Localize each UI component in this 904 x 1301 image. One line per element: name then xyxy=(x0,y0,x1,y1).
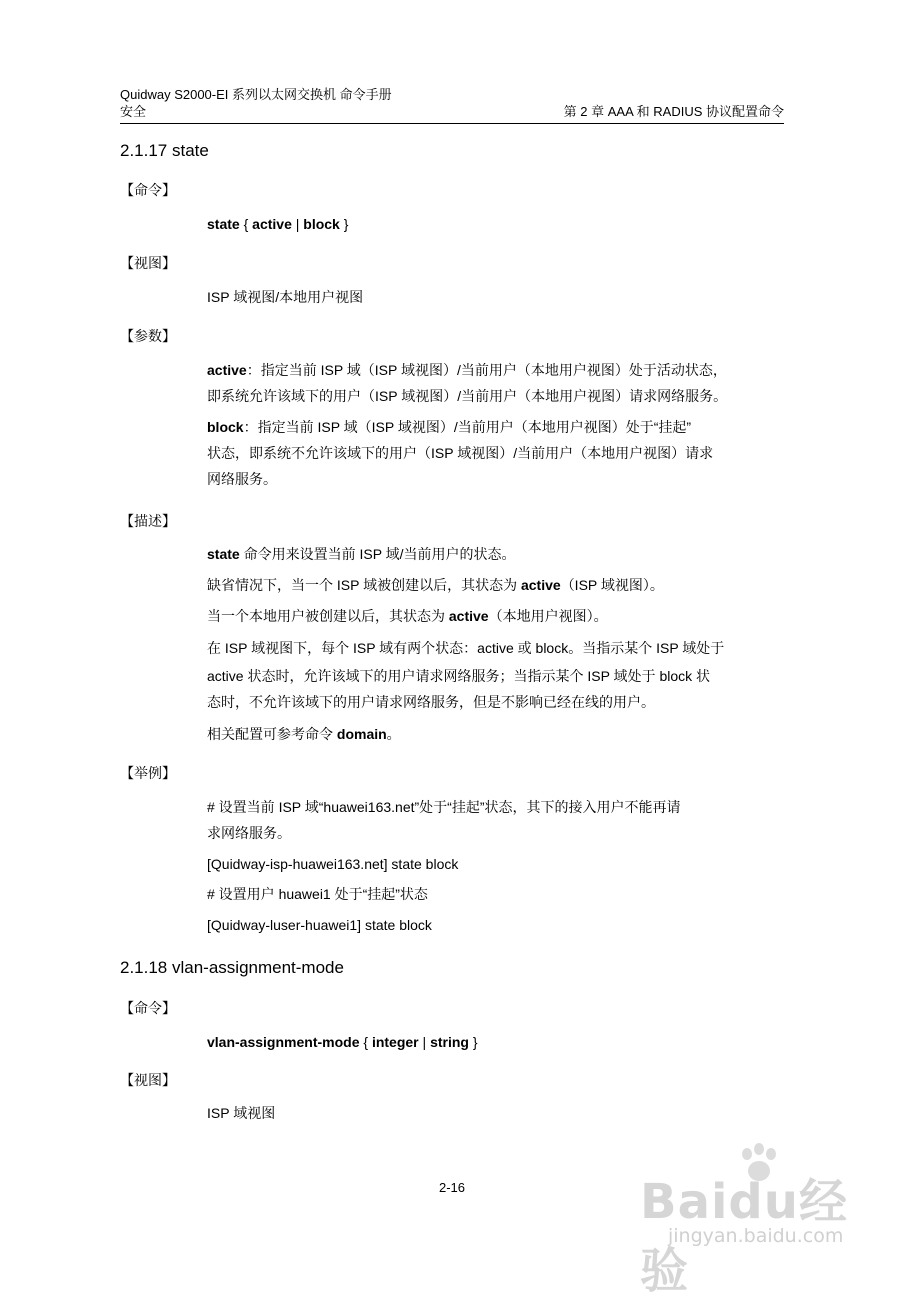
header-manual-title: Quidway S2000-EI 系列以太网交换机 命令手册 xyxy=(120,87,392,102)
label-parameters: 【参数】 xyxy=(120,328,176,344)
desc-para4-line1: 在 ISP 域视图下，每个 ISP 域有两个状态：active 或 block。当指示某个 ISP 域处于 xyxy=(207,640,725,656)
example-command2: [Quidway-luser-huawei1] state block xyxy=(207,917,432,933)
header-section: 安全 xyxy=(120,104,147,119)
cmd-keyword: active xyxy=(252,216,292,232)
desc-keyword: state xyxy=(207,546,240,562)
command-syntax xyxy=(207,1032,787,1052)
desc-text: 当一个本地用户被创建以后，其状态为 xyxy=(207,608,449,624)
desc-line5 xyxy=(207,724,787,744)
desc-keyword: active xyxy=(520,577,561,593)
param-keyword: active xyxy=(207,362,247,378)
param-block-line3: 网络服务。 xyxy=(207,471,277,487)
example-comment2: # 设置用户 huawei1 处于“挂起”状态 xyxy=(207,886,428,902)
cmd-punct: { xyxy=(239,216,253,232)
desc-text: （ISP 域视图）。 xyxy=(560,577,664,593)
header-row xyxy=(120,103,784,120)
param-active-line1 xyxy=(207,360,787,380)
cmd-keyword: string xyxy=(430,1034,469,1050)
label-command: 【命令】 xyxy=(120,1000,176,1016)
desc-para4-line3: 态时，不允许该域下的用户请求网络服务，但是不影响已经在线的用户。 xyxy=(207,694,655,710)
desc-line1 xyxy=(207,544,787,564)
view-text: ISP 域视图 xyxy=(207,1105,276,1121)
header-chapter: 第 2 章 AAA 和 RADIUS 协议配置命令 xyxy=(563,104,784,119)
param-keyword: block xyxy=(207,419,244,435)
desc-text: （本地用户视图）。 xyxy=(488,608,608,624)
desc-text: 相关配置可参考命令 xyxy=(207,726,337,742)
cmd-punct: } xyxy=(339,216,349,232)
param-text: ：指定当前 ISP 域（ISP 域视图）/当前用户（本地用户视图）处于“挂起” xyxy=(243,419,692,435)
baidu-watermark xyxy=(640,1143,890,1299)
desc-para4-line2: active 状态时，允许该域下的用户请求网络服务；当指示某个 ISP 域处于 block 状 xyxy=(207,668,711,684)
desc-keyword: domain xyxy=(336,726,387,742)
cmd-keyword: block xyxy=(303,216,340,232)
cmd-punct: | xyxy=(418,1034,431,1050)
param-block-line1 xyxy=(207,417,787,437)
label-view: 【视图】 xyxy=(120,1072,176,1088)
cmd-keyword: integer xyxy=(371,1034,419,1050)
label-view: 【视图】 xyxy=(120,255,176,271)
watermark-url: jingyan.baidu.com xyxy=(668,1225,844,1247)
command-syntax xyxy=(207,214,787,234)
example-comment1-line1: # 设置当前 ISP 域“huawei163.net”处于“挂起”状态，其下的接入用户不能再请 xyxy=(207,799,681,815)
desc-text: 命令用来设置当前 ISP 域/当前用户的状态。 xyxy=(239,546,516,562)
desc-text: 缺省情况下，当一个 ISP 域被创建以后，其状态为 xyxy=(207,577,521,593)
watermark-logo: Baidu经验 xyxy=(640,1174,848,1299)
param-active-line2: 即系统允许该域下的用户（ISP 域视图）/当前用户（本地用户视图）请求网络服务。 xyxy=(207,388,728,404)
label-example: 【举例】 xyxy=(120,765,176,781)
desc-text: 。 xyxy=(386,726,401,742)
cmd-punct: { xyxy=(359,1034,372,1050)
example-command1: [Quidway-isp-huawei163.net] state block xyxy=(207,856,459,872)
label-description: 【描述】 xyxy=(120,513,176,529)
page-header xyxy=(120,86,784,120)
desc-line2 xyxy=(207,575,787,595)
desc-keyword: active xyxy=(448,608,489,624)
cmd-punct: | xyxy=(291,216,304,232)
section-title-vlan-assignment-mode: 2.1.18 vlan-assignment-mode xyxy=(120,958,344,977)
param-text: ：指定当前 ISP 域（ISP 域视图）/当前用户（本地用户视图）处于活动状态， xyxy=(246,362,727,378)
label-command: 【命令】 xyxy=(120,182,176,198)
cmd-keyword: vlan-assignment-mode xyxy=(207,1034,360,1050)
view-text: ISP 域视图/本地用户视图 xyxy=(207,289,364,305)
param-block-line2: 状态，即系统不允许该域下的用户（ISP 域视图）/当前用户（本地用户视图）请求 xyxy=(207,445,714,461)
cmd-keyword: state xyxy=(207,216,240,232)
example-comment1-line2: 求网络服务。 xyxy=(207,825,291,841)
desc-line3 xyxy=(207,606,787,626)
section-title-state: 2.1.17 state xyxy=(120,141,209,160)
header-divider xyxy=(120,123,784,124)
cmd-punct: } xyxy=(468,1034,478,1050)
page-number: 2-16 xyxy=(438,1180,466,1195)
